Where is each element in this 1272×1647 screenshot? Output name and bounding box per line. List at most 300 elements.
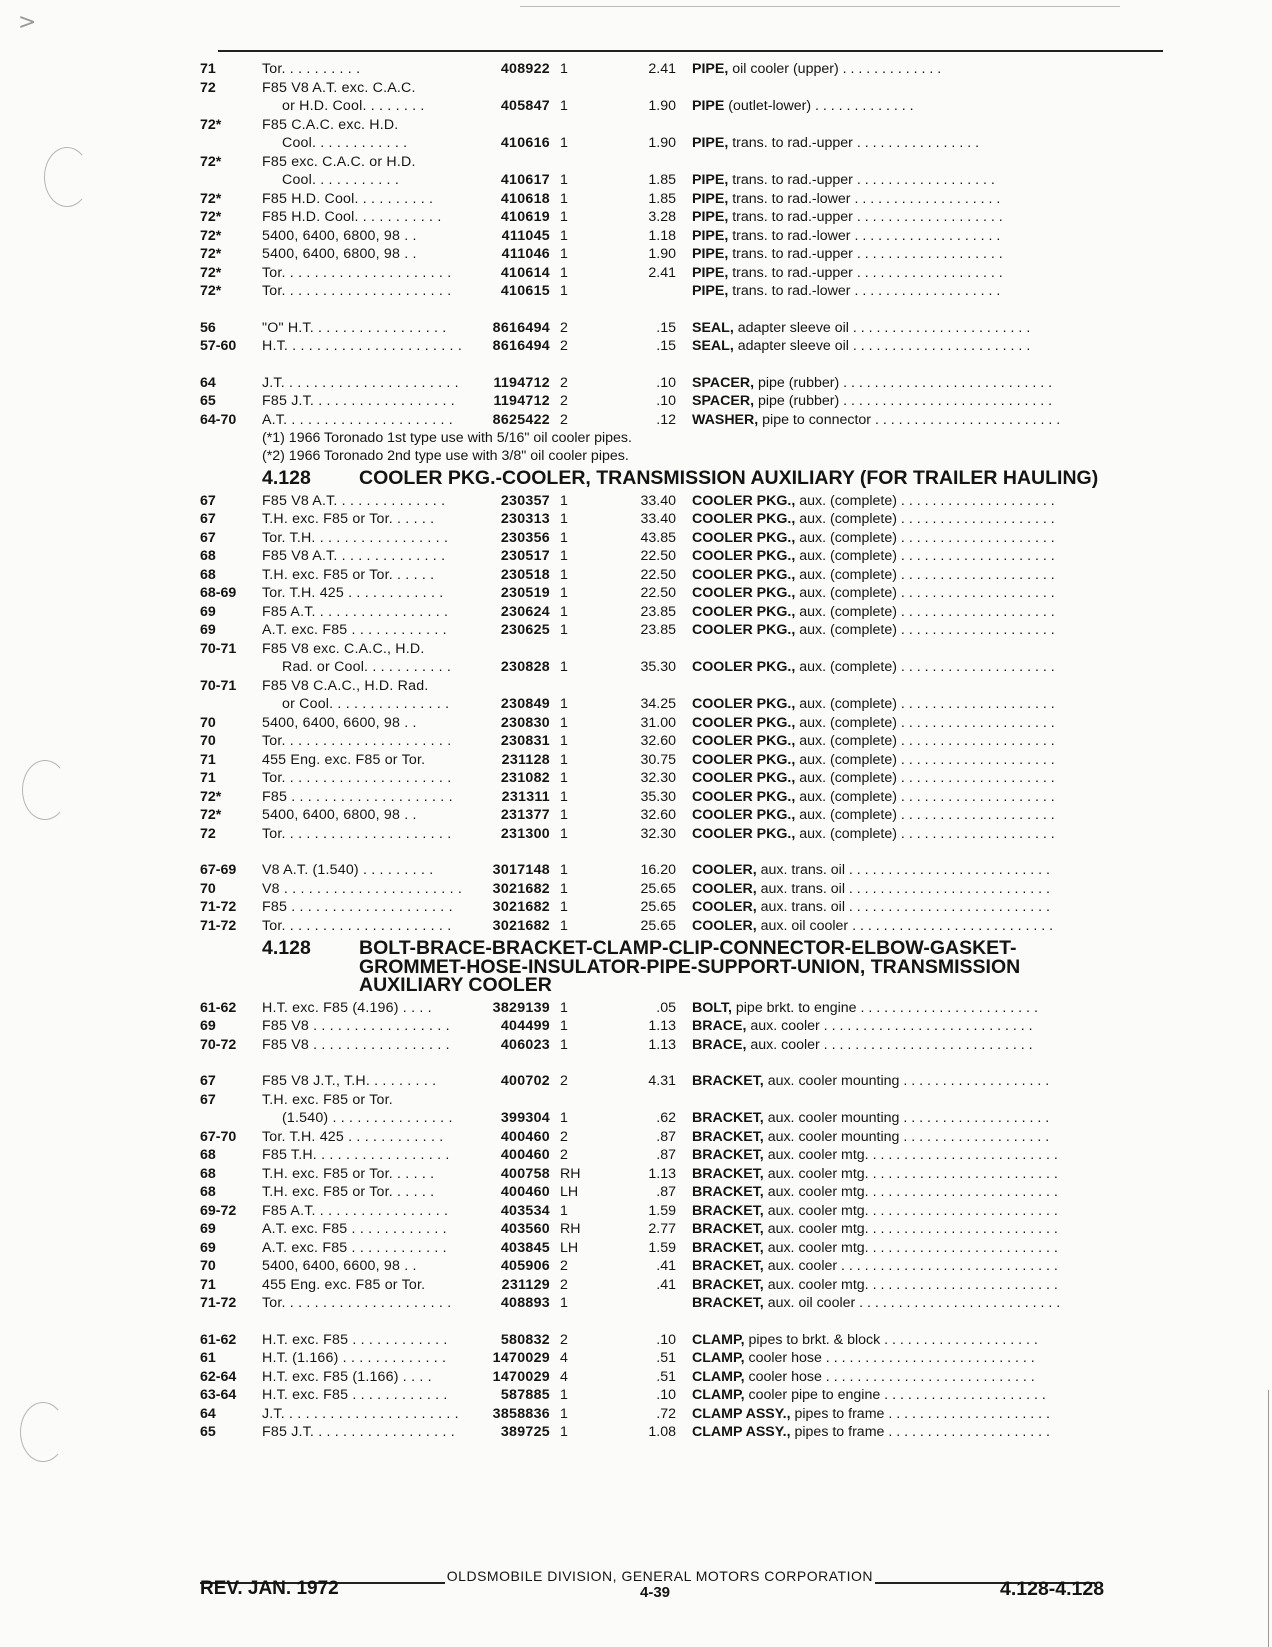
part-row — [200, 1257, 1165, 1276]
part-description — [692, 1349, 1162, 1368]
model-year: 71 — [200, 61, 216, 77]
section-number: 4.128 — [262, 467, 311, 489]
part-name: CLAMP, — [692, 1331, 745, 1348]
part-description — [692, 492, 1162, 511]
list-price: 35.30 — [640, 788, 676, 805]
part-name: COOLER PKG., — [692, 548, 796, 564]
part-description — [692, 60, 1162, 79]
quantity: 1 — [560, 714, 568, 731]
part-name: COOLER PKG., — [692, 807, 796, 823]
part-number: 3829139 — [492, 999, 550, 1016]
part-detail: aux. trans. oil . . . . . . . . . . . . . . . . . . . . . . . . . . — [760, 862, 1050, 878]
model-application: A.T. exc. F85 . . . . . . . . . . . . — [262, 1239, 447, 1256]
part-detail: aux. cooler mtg. . . . . . . . . . . . . . . . . . . . . . . . . — [767, 1147, 1058, 1163]
part-row — [200, 1165, 1165, 1184]
part-name: BRACKET, — [692, 1147, 764, 1163]
group-spacer — [200, 356, 1165, 374]
list-price: .87 — [656, 1128, 676, 1145]
part-detail: pipe to connector . . . . . . . . . . . . . . . . . . . . . . . . — [762, 411, 1061, 428]
binder-hole — [22, 760, 68, 820]
model-application: "O" H.T. . . . . . . . . . . . . . . . . — [262, 319, 447, 336]
model-application: 5400, 6400, 6600, 98 . . — [262, 1258, 417, 1274]
part-description — [692, 621, 1162, 640]
part-detail: aux. cooler mounting . . . . . . . . . . . . . . . . . . . — [767, 1110, 1050, 1126]
list-price: 1.08 — [648, 1424, 676, 1440]
part-row — [200, 695, 1165, 714]
model-application: Tor. . . . . . . . . . . . . . . . . . . . . — [262, 825, 452, 842]
part-name: SPACER, — [692, 374, 755, 391]
part-name: COOLER PKG., — [692, 696, 796, 712]
part-number: 230625 — [500, 622, 550, 638]
model-year: 72* — [200, 788, 222, 805]
part-number: 3021682 — [492, 899, 550, 915]
list-price: 25.65 — [640, 899, 676, 915]
part-row — [200, 547, 1165, 566]
part-description — [692, 171, 1162, 190]
part-row — [200, 1036, 1165, 1055]
part-number: 408922 — [500, 61, 550, 77]
quantity: 2 — [560, 1147, 568, 1163]
part-number: 230357 — [500, 492, 550, 509]
model-application: Tor. . . . . . . . . . . . . . . . . . . . . — [262, 733, 452, 749]
part-description — [692, 769, 1162, 788]
part-name: COOLER PKG., — [692, 585, 796, 601]
model-application: F85 exc. C.A.C. or H.D. — [262, 153, 416, 170]
part-detail: aux. oil cooler . . . . . . . . . . . . . . . . . . . . . . . . . . — [760, 917, 1054, 934]
section-title: COOLER PKG.-COOLER, TRANSMISSION AUXILIARY (FOR TRAILER HAULING) — [359, 467, 1099, 489]
part-detail: aux. trans. oil . . . . . . . . . . . . . . . . . . . . . . . . . . — [760, 899, 1050, 915]
list-price: 33.40 — [640, 511, 676, 527]
part-number: 230830 — [500, 714, 550, 731]
part-row — [200, 1423, 1165, 1442]
part-row — [200, 79, 1165, 98]
part-number: 410618 — [500, 190, 550, 207]
list-price: 1.90 — [648, 98, 676, 114]
model-application: H.T. (1.166) . . . . . . . . . . . . . — [262, 1350, 447, 1366]
part-description — [692, 1386, 1162, 1405]
quantity: RH — [560, 1221, 581, 1237]
revision-date: REV. JAN. 1972 — [200, 1578, 339, 1599]
model-application: (1.540) . . . . . . . . . . . . . . . — [282, 1110, 453, 1126]
part-name: BRACKET, — [692, 1110, 764, 1126]
quantity: 1 — [560, 529, 568, 546]
part-row — [200, 621, 1165, 640]
part-detail: aux. (complete) . . . . . . . . . . . . . . . . . . . . — [799, 770, 1055, 786]
list-price: 31.00 — [640, 714, 676, 731]
part-row — [200, 1239, 1165, 1258]
quantity: 1 — [560, 227, 568, 244]
part-number: 230624 — [500, 603, 550, 620]
part-number: 3017148 — [492, 862, 550, 878]
model-year: 67 — [200, 511, 216, 527]
part-number: 410616 — [500, 135, 550, 151]
model-year: 70-71 — [200, 640, 237, 657]
part-description — [692, 1294, 1162, 1313]
section-heading — [262, 935, 1165, 999]
model-year: 67 — [200, 1073, 216, 1089]
quantity: 2 — [560, 1258, 568, 1274]
part-detail: (outlet-lower) . . . . . . . . . . . . . — [728, 98, 914, 114]
list-price: 1.13 — [648, 1018, 676, 1034]
model-year: 70 — [200, 733, 216, 749]
model-application: T.H. exc. F85 or Tor. . . . . . — [262, 1165, 435, 1182]
part-row — [200, 1183, 1165, 1202]
part-number: 230828 — [500, 659, 550, 675]
part-number: 231311 — [501, 788, 550, 805]
list-price: 1.59 — [648, 1239, 676, 1256]
part-description — [692, 1239, 1162, 1258]
model-year: 68 — [200, 566, 216, 583]
part-name: COOLER, — [692, 880, 757, 897]
quantity: 1 — [560, 1405, 568, 1422]
part-number: 400460 — [500, 1147, 550, 1163]
part-name: COOLER PKG., — [692, 566, 796, 583]
part-row — [200, 1294, 1165, 1313]
quantity: 1 — [560, 548, 568, 564]
division-name: OLDSMOBILE DIVISION, GENERAL MOTORS CORPORATION — [446, 1568, 873, 1584]
part-name: COOLER PKG., — [692, 825, 796, 842]
part-number: 3858836 — [492, 1405, 550, 1422]
quantity: 1 — [560, 999, 568, 1016]
part-row — [200, 282, 1165, 301]
model-year: 57-60 — [200, 338, 237, 354]
model-year: 72* — [200, 807, 222, 823]
part-detail: aux. (complete) . . . . . . . . . . . . . . . . . . . . — [799, 622, 1055, 638]
part-detail: aux. (complete) . . . . . . . . . . . . . . . . . . . . — [799, 566, 1055, 583]
part-number: 8616494 — [492, 319, 550, 336]
model-application: F85 H.D. Cool. . . . . . . . . . . — [262, 209, 442, 225]
quantity: 1 — [560, 1018, 568, 1034]
part-name: BRACKET, — [692, 1239, 764, 1256]
list-price: 25.65 — [640, 917, 676, 934]
part-description — [692, 1423, 1162, 1442]
model-application: A.T. exc. F85 . . . . . . . . . . . . — [262, 622, 447, 638]
model-year: 70 — [200, 1258, 216, 1274]
section-title: BOLT-BRACE-BRACKET-CLAMP-CLIP-CONNECTOR-ELBOW-GASKET-GROMMET-HOSE-INSULATOR-PIPE-SUPPORT-UNION, TRANSMISSION AUXILIARY COOLER — [359, 937, 1021, 996]
part-description — [692, 190, 1162, 209]
part-description — [692, 1183, 1162, 1202]
group-spacer — [200, 301, 1165, 319]
bolt-brace-bracket-clamp-group — [200, 999, 1165, 1442]
quantity: 1 — [560, 622, 568, 638]
part-detail: aux. (complete) . . . . . . . . . . . . . . . . . . . . — [799, 751, 1055, 768]
part-name: PIPE, — [692, 135, 729, 151]
part-number: 406023 — [500, 1036, 550, 1053]
binder-hole — [20, 1402, 66, 1462]
quantity: 1 — [560, 492, 568, 509]
model-year: 71 — [200, 1276, 216, 1293]
part-name: PIPE, — [692, 61, 729, 77]
part-row — [200, 880, 1165, 899]
part-row — [200, 190, 1165, 209]
model-application: A.T. . . . . . . . . . . . . . . . . . . . . — [262, 411, 453, 428]
list-price: .15 — [656, 338, 676, 354]
list-price: 22.50 — [640, 566, 676, 583]
list-price: .41 — [656, 1276, 676, 1293]
part-number: 400460 — [500, 1184, 550, 1200]
part-name: CLAMP ASSY., — [692, 1405, 791, 1422]
part-description — [692, 547, 1162, 566]
part-description — [692, 1257, 1162, 1276]
part-name: COOLER PKG., — [692, 770, 796, 786]
part-name: BRACKET, — [692, 1295, 764, 1311]
quantity: 2 — [560, 393, 568, 409]
part-name: BRACKET, — [692, 1073, 764, 1089]
part-description — [692, 917, 1162, 936]
list-price: .15 — [656, 319, 676, 336]
list-price: 30.75 — [640, 751, 676, 768]
part-description — [692, 411, 1162, 430]
model-application: H.T. exc. F85 . . . . . . . . . . . . — [262, 1387, 448, 1403]
part-name: BRACE, — [692, 1018, 747, 1034]
part-number: 230517 — [500, 548, 550, 564]
list-price: 1.18 — [648, 227, 676, 244]
model-application: V8 . . . . . . . . . . . . . . . . . . . . . . — [262, 880, 462, 897]
binder-hole — [44, 147, 90, 207]
part-detail: aux. cooler mtg. . . . . . . . . . . . . . . . . . . . . . . . . — [767, 1184, 1058, 1200]
list-price: 32.30 — [640, 825, 676, 842]
model-application: F85 V8 A.T. exc. C.A.C. — [262, 79, 416, 96]
part-description — [692, 510, 1162, 529]
model-application: H.T. exc. F85 (4.196) . . . . — [262, 999, 432, 1016]
model-year: 61-62 — [200, 1331, 237, 1348]
part-row — [200, 1386, 1165, 1405]
part-description — [692, 566, 1162, 585]
model-application: H.T. . . . . . . . . . . . . . . . . . . . . . — [262, 338, 462, 354]
part-name: PIPE, — [692, 190, 729, 207]
model-year: 69 — [200, 622, 216, 638]
part-row — [200, 411, 1165, 430]
part-row — [200, 1202, 1165, 1221]
parts-list — [200, 60, 1165, 1442]
part-number: 1470029 — [492, 1350, 550, 1366]
quantity: 1 — [560, 61, 568, 77]
part-row — [200, 732, 1165, 751]
quantity: 1 — [560, 246, 568, 262]
part-detail: aux. cooler mtg. . . . . . . . . . . . . . . . . . . . . . . . . — [767, 1221, 1058, 1237]
part-description — [692, 245, 1162, 264]
part-name: PIPE — [692, 98, 725, 114]
model-year: 62-64 — [200, 1368, 237, 1385]
part-detail: aux. cooler mounting . . . . . . . . . . . . . . . . . . . — [767, 1073, 1050, 1089]
part-name: CLAMP, — [692, 1387, 745, 1403]
section-heading — [262, 465, 1165, 492]
list-price: .10 — [656, 1387, 676, 1403]
model-application: J.T. . . . . . . . . . . . . . . . . . . . . . — [262, 374, 459, 391]
list-price: 16.20 — [640, 862, 676, 878]
part-description — [692, 319, 1162, 338]
model-application: Cool. . . . . . . . . . . . — [282, 135, 408, 151]
part-row — [200, 603, 1165, 622]
list-price: .87 — [656, 1184, 676, 1200]
group-spacer — [200, 843, 1165, 861]
part-detail: aux. cooler mtg. . . . . . . . . . . . . . . . . . . . . . . . . — [767, 1165, 1058, 1182]
model-year: 67-70 — [200, 1128, 237, 1145]
part-row — [200, 1128, 1165, 1147]
list-price: 1.85 — [648, 172, 676, 188]
part-detail: aux. (complete) . . . . . . . . . . . . . . . . . . . . — [799, 585, 1055, 601]
part-row — [200, 825, 1165, 844]
model-application: F85 V8 . . . . . . . . . . . . . . . . . — [262, 1036, 450, 1053]
part-number: 3021682 — [492, 880, 550, 897]
part-description — [692, 374, 1162, 393]
quantity: 1 — [560, 566, 568, 583]
list-price: 22.50 — [640, 548, 676, 564]
part-number: 1470029 — [492, 1368, 550, 1385]
list-price: 1.90 — [648, 246, 676, 262]
part-description — [692, 1368, 1162, 1387]
part-number: 587885 — [500, 1387, 550, 1403]
part-description — [692, 999, 1162, 1018]
part-detail: aux. (complete) . . . . . . . . . . . . . . . . . . . . — [799, 659, 1055, 675]
part-detail: cooler hose . . . . . . . . . . . . . . . . . . . . . . . . . . . — [748, 1368, 1035, 1385]
group-spacer — [200, 1054, 1165, 1072]
part-detail: trans. to rad.-upper . . . . . . . . . . . . . . . . . . . — [732, 209, 1003, 225]
model-application: Tor. . . . . . . . . . — [262, 61, 361, 77]
list-price: .05 — [656, 999, 676, 1016]
model-application: Tor. T.H. 425 . . . . . . . . . . . . — [262, 1128, 444, 1145]
model-year: 72 — [200, 825, 216, 842]
list-price: .12 — [656, 411, 676, 428]
model-application: 5400, 6400, 6800, 98 . . — [262, 246, 417, 262]
model-application: F85 A.T. . . . . . . . . . . . . . . . . — [262, 1202, 449, 1219]
model-year: 67 — [200, 529, 216, 546]
part-detail: pipe brkt. to engine . . . . . . . . . . . . . . . . . . . . . . . — [735, 999, 1038, 1016]
part-row — [200, 999, 1165, 1018]
quantity: 1 — [560, 696, 568, 712]
footnote: (*2) 1966 Toronado 2nd type use with 3/8" oil cooler pipes. — [262, 448, 629, 464]
part-number: 580832 — [500, 1331, 550, 1348]
part-description — [692, 658, 1162, 677]
part-row — [200, 1220, 1165, 1239]
part-row — [200, 1091, 1165, 1110]
model-year: 72* — [200, 246, 222, 262]
part-row — [200, 97, 1165, 116]
part-number: 1194712 — [493, 393, 550, 409]
part-detail: pipes to brkt. & block . . . . . . . . . . . . . . . . . . . . — [748, 1331, 1038, 1348]
quantity: 1 — [560, 1387, 568, 1403]
model-year: 64 — [200, 374, 216, 391]
model-application: F85 J.T. . . . . . . . . . . . . . . . . . — [262, 1424, 455, 1440]
part-description — [692, 825, 1162, 844]
model-year: 64 — [200, 1405, 216, 1422]
part-detail: trans. to rad.-lower . . . . . . . . . . . . . . . . . . . — [732, 190, 1001, 207]
part-row — [200, 60, 1165, 79]
part-row — [200, 898, 1165, 917]
model-year: 69 — [200, 1221, 216, 1237]
part-detail: aux. cooler . . . . . . . . . . . . . . . . . . . . . . . . . . . — [750, 1036, 1033, 1053]
part-detail: aux. (complete) . . . . . . . . . . . . . . . . . . . . — [799, 807, 1055, 823]
part-description — [692, 584, 1162, 603]
model-application: T.H. exc. F85 or Tor. . . . . . — [262, 511, 435, 527]
part-number: 411045 — [501, 227, 550, 244]
quantity: 1 — [560, 1036, 568, 1053]
model-year: 71 — [200, 751, 216, 768]
part-description — [692, 208, 1162, 227]
quantity: 2 — [560, 1331, 568, 1348]
list-price: .87 — [656, 1147, 676, 1163]
part-row — [200, 1405, 1165, 1424]
part-detail: aux. cooler . . . . . . . . . . . . . . . . . . . . . . . . . . . — [750, 1018, 1033, 1034]
part-detail: trans. to rad.-lower . . . . . . . . . . . . . . . . . . . — [732, 283, 1001, 299]
quantity: 1 — [560, 788, 568, 805]
quantity: 1 — [560, 172, 568, 188]
list-price: 35.30 — [640, 659, 676, 675]
part-name: BRACKET, — [692, 1165, 764, 1182]
part-description — [692, 1331, 1162, 1350]
part-detail: trans. to rad.-upper . . . . . . . . . . . . . . . . . . — [732, 172, 995, 188]
list-price: 2.41 — [648, 61, 676, 77]
model-application: Tor. T.H. . . . . . . . . . . . . . . . . — [262, 529, 449, 546]
part-description — [692, 1220, 1162, 1239]
list-price: .10 — [656, 393, 676, 409]
quantity: 1 — [560, 190, 568, 207]
part-row — [200, 1146, 1165, 1165]
part-name: BRACKET, — [692, 1184, 764, 1200]
part-number: 411046 — [501, 246, 550, 262]
part-row — [200, 1276, 1165, 1295]
quantity: 2 — [560, 411, 568, 428]
part-row — [200, 134, 1165, 153]
part-name: WASHER, — [692, 411, 759, 428]
part-name: COOLER PKG., — [692, 492, 796, 509]
list-price: 33.40 — [640, 492, 676, 509]
model-application: V8 A.T. (1.540) . . . . . . . . . — [262, 862, 434, 878]
model-application: Tor. . . . . . . . . . . . . . . . . . . . . — [262, 283, 452, 299]
part-name: CLAMP ASSY., — [692, 1424, 791, 1440]
part-detail: pipe (rubber) . . . . . . . . . . . . . . . . . . . . . . . . . . . — [757, 393, 1053, 409]
quantity: 2 — [560, 1276, 568, 1293]
part-name: BOLT, — [692, 999, 732, 1016]
part-row — [200, 116, 1165, 135]
model-application: 5400, 6400, 6800, 98 . . — [262, 807, 417, 823]
part-row — [200, 227, 1165, 246]
part-row — [200, 529, 1165, 548]
quantity: 1 — [560, 807, 568, 823]
part-name: CLAMP, — [692, 1368, 745, 1385]
model-application: 5400, 6400, 6600, 98 . . — [262, 714, 417, 731]
list-price: .51 — [656, 1350, 676, 1366]
model-year: 69 — [200, 603, 216, 620]
part-description — [692, 337, 1162, 356]
part-number: 231377 — [500, 807, 550, 823]
part-row — [200, 917, 1165, 936]
part-name: PIPE, — [692, 172, 729, 188]
model-year: 65 — [200, 1424, 216, 1440]
quantity: 1 — [560, 264, 568, 281]
list-price: 32.30 — [640, 770, 676, 786]
part-detail: aux. (complete) . . . . . . . . . . . . . . . . . . . . — [799, 825, 1055, 842]
scan-mark: > — [18, 10, 37, 35]
cooler-pkg-group — [200, 492, 1165, 936]
part-name: COOLER PKG., — [692, 659, 796, 675]
quantity: 1 — [560, 1295, 568, 1311]
part-detail: aux. cooler mounting . . . . . . . . . . . . . . . . . . . — [767, 1128, 1050, 1145]
model-year: 68 — [200, 1184, 216, 1200]
part-detail: aux. cooler mtg. . . . . . . . . . . . . . . . . . . . . . . . . — [767, 1202, 1058, 1219]
model-year: 65 — [200, 393, 216, 409]
model-application: T.H. exc. F85 or Tor. . . . . . — [262, 1184, 435, 1200]
part-number: 8625422 — [492, 411, 550, 428]
part-number: 403534 — [500, 1202, 550, 1219]
quantity: 1 — [560, 1202, 568, 1219]
list-price: 4.31 — [648, 1073, 676, 1089]
list-price: 32.60 — [640, 733, 676, 749]
model-application: T.H. exc. F85 or Tor. — [262, 1091, 393, 1108]
part-name: CLAMP, — [692, 1350, 745, 1366]
quantity: 1 — [560, 733, 568, 749]
part-row — [200, 171, 1165, 190]
